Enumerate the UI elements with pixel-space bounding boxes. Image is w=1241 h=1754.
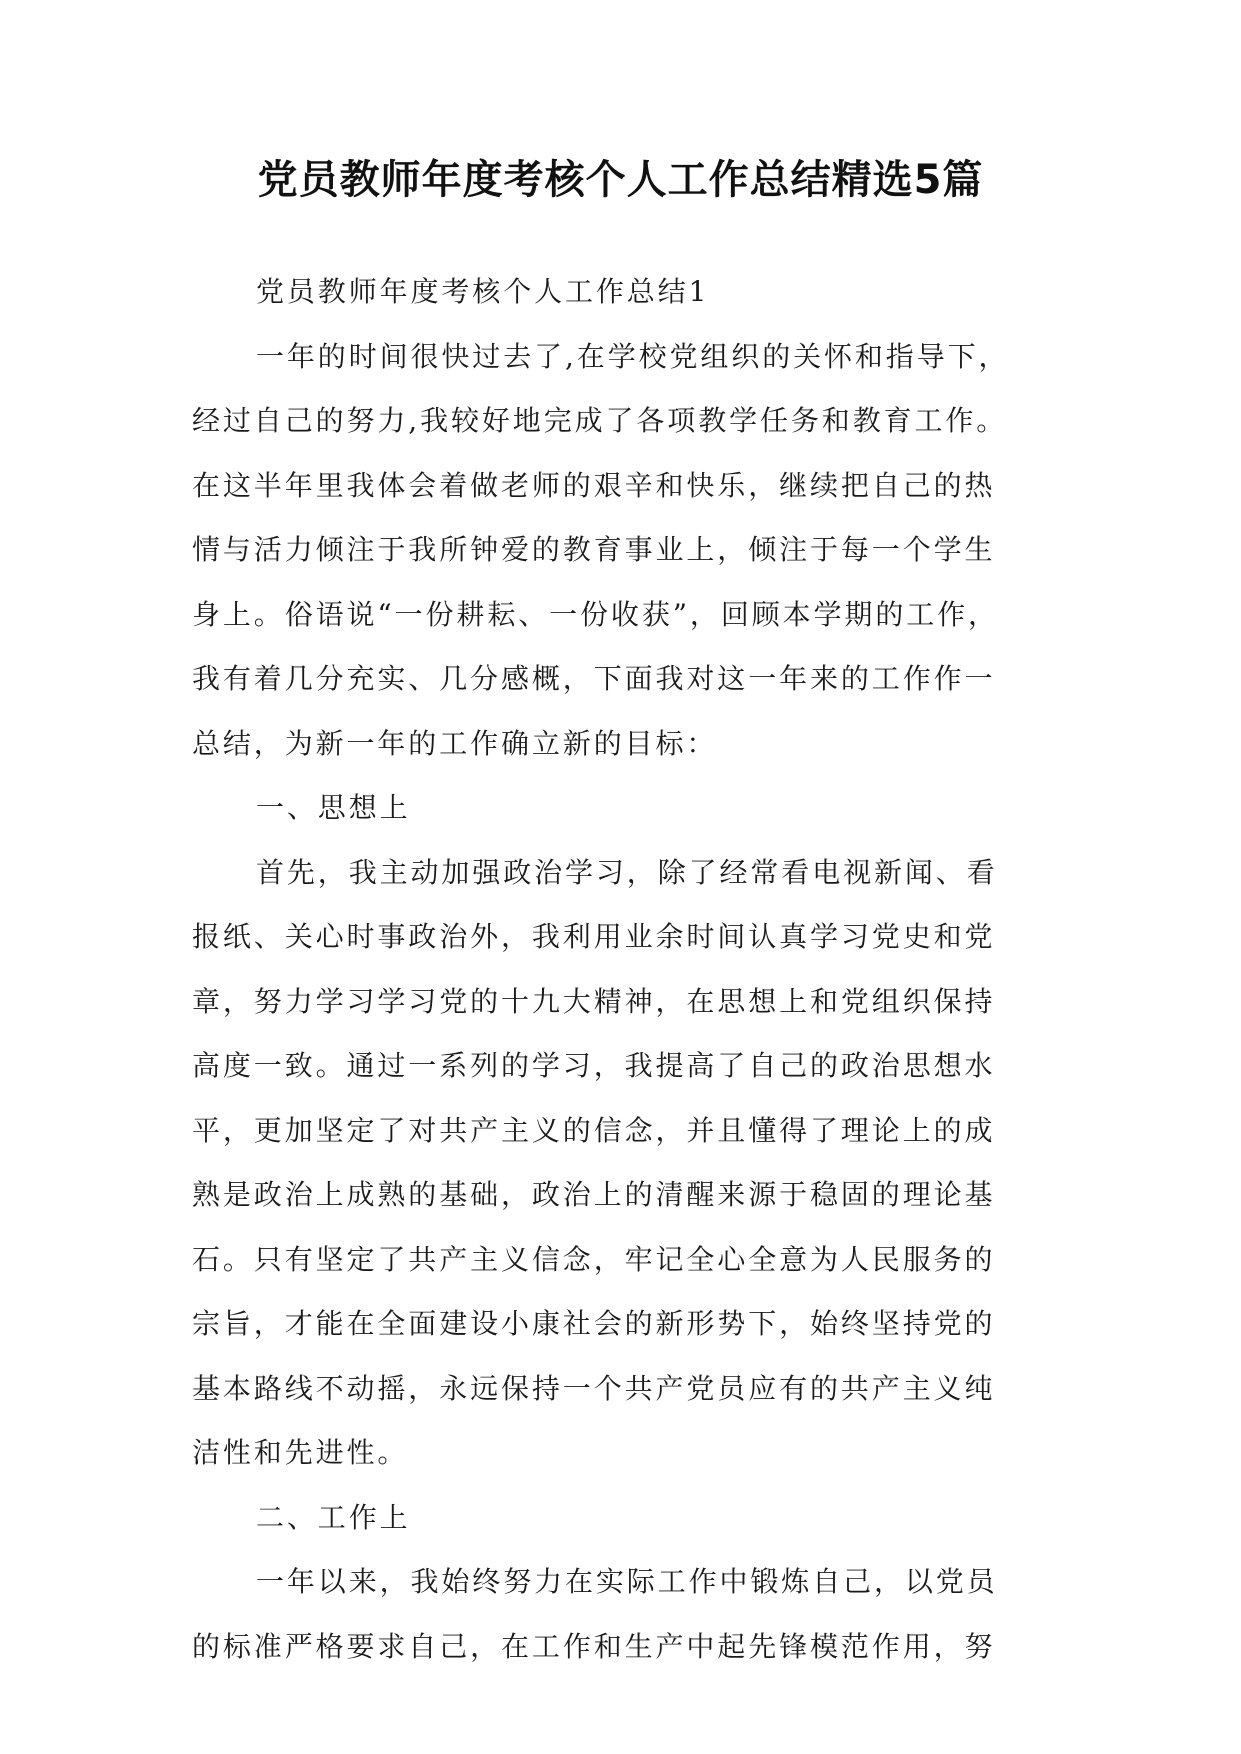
text-line: 的标准严格要求自己，在工作和生产中起先锋模范作用，努	[192, 1629, 996, 1663]
text-line: 宗旨，才能在全面建设小康社会的新形势下，始终坚持党的	[192, 1307, 996, 1340]
document-title: 党员教师年度考核个人工作总结精选5篇	[257, 157, 984, 203]
text-line: 报纸、关心时事政治外，我利用业余时间认真学习党史和党	[192, 920, 996, 953]
text-line: 一年以来，我始终努力在实际工作中锻炼自己，以党员	[256, 1565, 998, 1598]
text-line: 二、工作上	[256, 1500, 411, 1534]
text-line: 一年的时间很快过去了,在学校党组织的关怀和指导下，	[256, 339, 1010, 373]
text-line: 党员教师年度考核个人工作总结1	[256, 275, 710, 308]
text-line: 高度一致。通过一系列的学习，我提高了自己的政治思想水	[192, 1049, 996, 1082]
text-line: 洁性和先进性。	[192, 1436, 409, 1469]
text-line: 在这半年里我体会着做老师的艰辛和快乐，继续把自己的热	[192, 468, 996, 502]
text-line: 总结，为新一年的工作确立新的目标：	[192, 726, 718, 760]
text-line: 一、思想上	[256, 791, 411, 824]
text-line: 首先，我主动加强政治学习，除了经常看电视新闻、看	[256, 855, 998, 889]
text-line: 我有着几分充实、几分感概，下面我对这一年来的工作作一	[192, 662, 996, 695]
text-line: 情与活力倾注于我所钟爱的教育事业上，倾注于每一个学生	[192, 533, 996, 566]
text-line: 身上。俗语说“一份耕耘、一份收获”，回顾本学期的工作，	[192, 597, 999, 631]
text-line: 平，更加坚定了对共产主义的信念，并且懂得了理论上的成	[192, 1113, 996, 1147]
text-line: 章，努力学习学习党的十九大精神，在思想上和党组织保持	[192, 984, 996, 1018]
document-body	[192, 260, 1052, 1679]
text-line: 熟是政治上成熟的基础，政治上的清醒来源于稳固的理论基	[192, 1178, 996, 1211]
text-line: 石。只有坚定了共产主义信念，牢记全心全意为人民服务的	[192, 1242, 996, 1276]
text-line: 基本路线不动摇，永远保持一个共产党员应有的共产主义纯	[192, 1371, 996, 1405]
text-line: 经过自己的努力,我较好地完成了各项教学任务和教育工作。	[192, 404, 1008, 437]
